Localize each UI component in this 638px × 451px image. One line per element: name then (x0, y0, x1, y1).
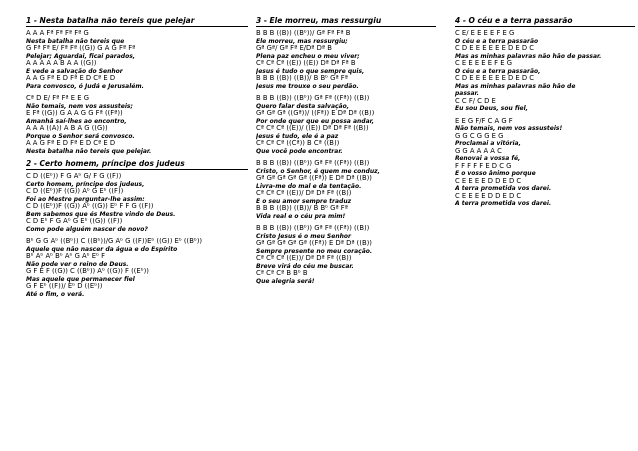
lyric-line: Certo homem, príncipe dos judeus, (26, 180, 145, 188)
lyric-line: Breve virá do céu me buscar. (256, 262, 354, 270)
chord-line: B B B ((B)) ((B))/ B Bᵇ Gª Fª (256, 205, 348, 212)
lyric-line: E o seu amor sempre traduz (256, 197, 352, 205)
chord-line: A A A A A B A A ((G)) (26, 60, 97, 67)
chord-line: F F F F F E D C G (455, 162, 512, 170)
song-title: 3 - Ele morreu, mas ressurgiu (256, 16, 436, 27)
lyric-line: Proclamai a vitória, (455, 140, 521, 147)
lyric-line: Foi ao Mestre perguntar-lhe assim: (26, 195, 145, 203)
lyric-line: Mas aquele que permanecer fiel (26, 275, 135, 283)
chord-line: G Fª Fª E/ Fª Fª ((G)) G A G Fª Fª (26, 45, 136, 52)
chord-line: Cª D E/ Fª Fª E E G (26, 95, 89, 102)
lyric-line: Quero falar desta salvação, (256, 102, 350, 110)
chord-line: Cª Cª Cª B Bᵇ B (256, 270, 308, 277)
chord-line: G G C G G E G (455, 132, 504, 140)
lyric-line: Para convosco, ó Judá e Jerusalém. (26, 82, 144, 90)
lyric-line: A terra prometida vos darei. (455, 185, 552, 192)
lyric-line: Pelejar; Aguardai, ficai parados, (26, 52, 136, 60)
chord-line: Cª Cª Cª ((E)) ((E)) Dª Dª Fª B (256, 60, 356, 67)
chord-line: G F E F ((G)) C ((Bᵇ)) Aᵇ ((G)) F ((Eᵇ)) (26, 268, 149, 275)
lyric-line: Jesus é tudo, ele é a paz (256, 132, 339, 140)
lyric-line: Não pode ver o reino de Deus. (26, 260, 129, 268)
column-right (455, 16, 635, 212)
lyric-line: Plena paz encheu o meu viver; (256, 52, 360, 60)
chord-line: Cª Cª Cª ((E))/ Dª Dª Fª ((B)) (256, 255, 352, 262)
lyric-line: Sempre presente no meu coração. (256, 247, 373, 255)
chord-line: C D ((Eᵇ))F ((G)) Aᵇ ((G)) Eᵇ F F G ((F)) (26, 203, 154, 210)
song-title: 4 - O céu e a terra passarão (455, 16, 635, 27)
lyric-line: Que você pode encontrar. (256, 147, 343, 155)
chord-line: C D ((Eᵇ))F ((G)) Aᵇ G Eᵇ ((F)) (26, 188, 124, 195)
chord-line: Gª Gª/ Gª Fª E/Dª Dª B (256, 45, 332, 52)
chord-line: E Fª ((G)) G A A G G Fª ((Fª)) (26, 110, 123, 117)
chord-line: Cª Cª Cª ((E))/ ((E)) Dª Dª Fª ((B)) (256, 125, 369, 132)
lyric-line: Até o fim, o verá. (26, 290, 85, 298)
lyric-line: A terra prometida vos darei. (455, 200, 552, 207)
chord-line: C E/ E E E E F E G (455, 30, 515, 37)
lyric-line: Livra-me do mal e da tentação. (256, 182, 362, 190)
lyric-line: Aquele que não nascer da água e do Espírito (26, 245, 178, 253)
lyric-line: Amanhã saí-lhes ao encontro, (26, 117, 127, 125)
chord-line: A A G Fª E D Fª E D Cª E D (26, 75, 116, 82)
chord-line: B B B ((B)) ((Bᵇ)) Gª Fª ((Fª)) ((B)) (256, 225, 370, 232)
lyric-line: Jesus me trouxe o seu perdão. (256, 82, 359, 90)
song-section (256, 16, 436, 285)
chord-line: B B B ((B)) ((Bᵇ))/ Gª Fª Fª B (256, 30, 351, 37)
lyric-line: Que alegria será! (256, 277, 315, 285)
chord-line: G F Eᵇ ((F))/ Eᵇ D ((Eᵇ)) (26, 283, 103, 290)
chord-line: B B B ((B)) ((Bᵇ)) Gª Fª ((Fª)) ((B)) (256, 95, 370, 102)
chord-line: E E G F/F C A G F (455, 117, 513, 125)
chord-line: B B B ((B)) ((Bᵇ)) Gª Fª ((Fª)) ((B)) (256, 160, 370, 167)
column-left (26, 16, 248, 302)
lyric-line: Ele morreu, mas ressurgiu; (256, 37, 348, 45)
lyric-line: passar. (455, 90, 479, 97)
lyric-line: Não temais, nem vos assusteis; (26, 102, 133, 110)
lyric-line: Mas as minhas palavras não hão de passar. (455, 52, 602, 60)
song-title: 2 - Certo homem, príncipe dos judeus (26, 159, 248, 170)
lyric-line: Cristo, o Senhor, é quem me conduz, (256, 167, 380, 175)
lyric-line: Nesta batalha não tereis que pelejar. (26, 147, 152, 155)
lyric-line: Porque o Senhor será convosco. (26, 132, 135, 140)
lyric-line: Renovai a vossa fé, (455, 155, 521, 162)
lyric-line: Por onde quer que eu possa andar, (256, 117, 374, 125)
chord-line: Cª Cª Cª ((Cª)) B Cª ((B)) (256, 140, 340, 147)
lyric-line: Mas as minhas palavras não hão de (455, 82, 576, 90)
chord-line: Bᵇ G G Aᵇ ((Bᵇ)) C ((Bᵇ))/G Aᵇ G ((F))Eᵇ ((G)) Eᵇ ((Bᵇ)) (26, 238, 203, 245)
chord-line: C D E E E E E E D E D C (455, 45, 535, 52)
lyric-line: O céu e a terra passarão (455, 37, 539, 45)
lyric-line: Jesus é tudo o que sempre quis, (256, 67, 365, 75)
chord-line: Gª Gª Gª Gª Gª ((Fª)) E Dª Dª ((B)) (256, 240, 372, 247)
chord-line: A A A ((A)) A B A G ((G)) (26, 125, 108, 132)
chord-line: C C F/ C D E (455, 97, 496, 105)
chord-line: C E E E E E F E G (455, 60, 512, 67)
chord-line: C E E E E D D E D C (455, 177, 522, 185)
chord-line: Cª Cª Cª ((E))/ Dª Dª Fª ((B)) (256, 190, 352, 197)
lyric-line: O céu e a terra passarão, (455, 67, 541, 75)
lyric-line: Cristo Jesus é o meu Senhor (256, 232, 351, 240)
chord-line: Bᵇ Aᵇ Aᵇ Bᵇ Aᵇ G Aᵇ Eᵇ F (26, 253, 106, 260)
chord-line: C D Eᵇ F G Aᵇ G Eᵇ ((G)) ((F)) (26, 218, 123, 225)
column-middle (256, 16, 436, 289)
lyric-line: Nesta batalha não tereis que (26, 37, 125, 45)
lyric-line: Eu sou Deus, sou fiel, (455, 105, 528, 112)
chord-line: C E E E E D D E D C (455, 192, 522, 200)
chord-line: B B B ((B)) ((B))/ B Bᵇ Gª Fª (256, 75, 348, 82)
lyric-line: E vede a salvação do Senhor (26, 67, 123, 75)
song-section (26, 159, 248, 298)
chord-line: A A G Fª E D Fª E D Cª E D (26, 140, 116, 147)
lyric-line: Não temais, nem vos assusteis! (455, 125, 563, 132)
chord-line: G G A A A A C (455, 147, 502, 155)
song-title: 1 - Nesta batalha não tereis que pelejar (26, 16, 248, 27)
chord-line: C D E E E E E E D E D C (455, 75, 535, 82)
chord-line: Gª Gª Gª Gª Gª ((Fª)) E Dª Dª ((B)) (256, 175, 372, 182)
lyric-line: E o vosso ânimo porque (455, 170, 536, 177)
lyric-line: Bem sabemos que és Mestre vindo de Deus. (26, 210, 176, 218)
chord-line: A A A Fª Fª Fª Fª G (26, 30, 89, 37)
chord-line: C D ((Eᵇ)) F G Aᵇ G/ F G ((F)) (26, 173, 122, 180)
song-section (455, 16, 635, 208)
chord-line: Gª Gª Gª ((Gª))/ ((Fª)) E Dª Dª ((B)) (256, 110, 375, 117)
lyric-line: Vida real e o céu pra mim! (256, 212, 346, 220)
song-section (26, 16, 248, 155)
lyric-line: Como pode alguém nascer de novo? (26, 225, 148, 233)
